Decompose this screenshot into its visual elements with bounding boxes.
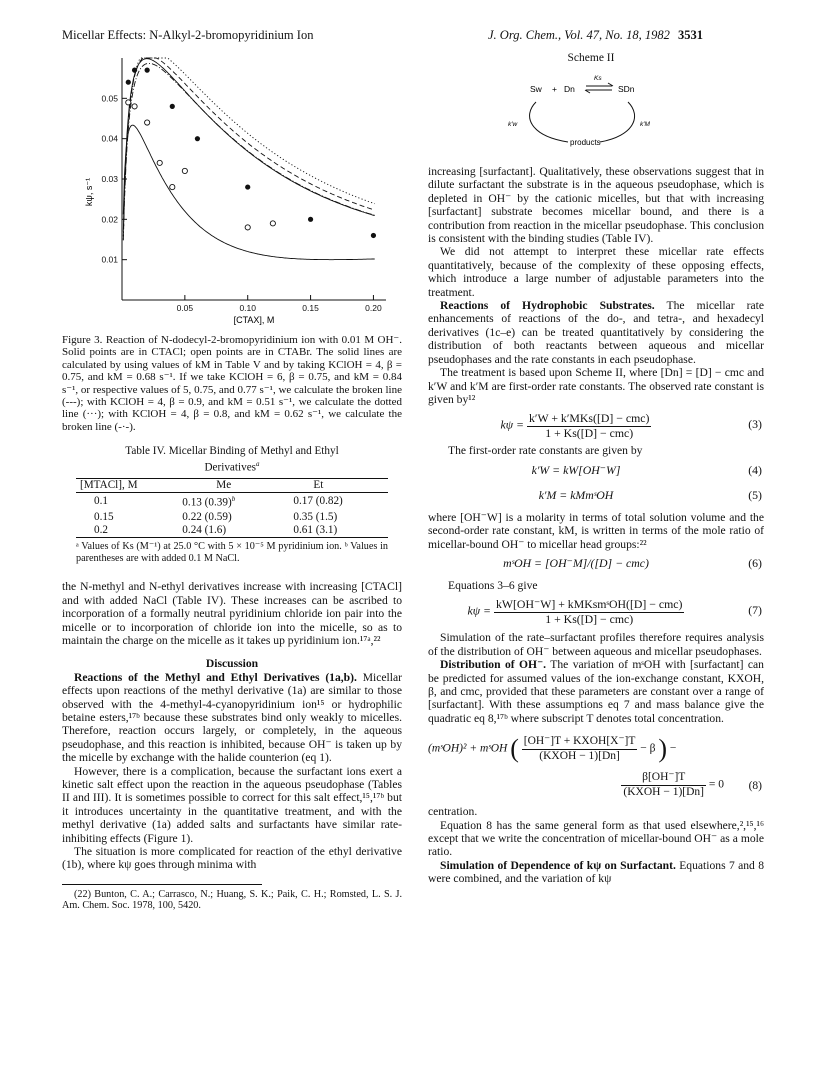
scheme-products: products bbox=[570, 138, 601, 147]
equation-5: k′M = kMmˢOH (5) bbox=[538, 487, 762, 502]
scheme-diagram bbox=[418, 68, 764, 160]
left-paragraph-4: The situation is more complicated for reaction of the ethyl derivative (1b), where kψ goes through minima with bbox=[62, 845, 402, 872]
journal-citation: J. Org. Chem., Vol. 47, No. 18, 1982 bbox=[488, 28, 670, 42]
equation-8: (mˢOH)² + mˢOH ( $\frac{\text{[OH⁻]T + KXOH[X⁻]T}}{\text{(KXOH − 1)[Dn]}}$ − β ) − $\frac{\beta[OH^-]T}{\text{(KXOH − 1)[Dn]}}$ = 0 (8) bbox=[428, 734, 762, 798]
subheading-hydrophobic: Reactions of Hydrophobic Substrates. bbox=[440, 299, 655, 313]
scheme-sdn: SDn bbox=[618, 84, 635, 94]
table-cell: 0.17 (0.82) bbox=[293, 495, 343, 508]
table-cell: 0.13 $(0.39)^b$ bbox=[182, 495, 236, 510]
subheading-simulation: Simulation of Dependence of kψ on Surfactant. bbox=[440, 858, 676, 872]
ctacl-dotted-curve bbox=[123, 58, 374, 240]
scheme-plus: + bbox=[552, 84, 557, 94]
right-paragraph-8: Simulation of the rate–surfactant profiles therefore requires analysis of the distribution of OH⁻ between aqueous and micellar pseudophases. bbox=[428, 631, 764, 658]
ctabr-point bbox=[145, 120, 150, 125]
page-number: 3531 bbox=[677, 28, 703, 42]
y-tick-label: 0.05 bbox=[101, 93, 118, 104]
equation-6: mˢOH = [OH⁻M]/([D] − cmc) (6) bbox=[503, 555, 762, 570]
table-cell: 0.22 (0.59) bbox=[182, 510, 232, 523]
section-heading-discussion: Discussion bbox=[205, 657, 259, 671]
scheme-dn: Dn bbox=[564, 84, 575, 94]
table-header-cell: Et bbox=[313, 478, 324, 491]
ctabr-point bbox=[132, 104, 137, 109]
subheading-distribution: Distribution of OH⁻. bbox=[440, 658, 547, 672]
ctacl-point bbox=[308, 217, 313, 222]
ctacl-point bbox=[195, 136, 200, 141]
right-paragraph-7: Equations 3–6 give bbox=[448, 578, 538, 592]
right-paragraph-1: increasing [surfactant]. Qualitatively, these observations suggest that in dilute surfactant the substrate is in the aqueous pseudophase, which is depleted in OH⁻ by the cationic micelles, but that with increasing [surfactant] substrate becomes micellar bound, and there is a contribution from reaction in the micellar pseudophase. This conclusion is consistent with the binding studies (Table IV). bbox=[428, 165, 764, 246]
y-tick-label: 0.02 bbox=[101, 214, 118, 225]
right-paragraph-4: The treatment is based upon Scheme II, where [Dn] = [D] − cmc and k′W and k′M are first-order rate constants. The observed rate constant is given by¹² bbox=[428, 366, 764, 406]
ctacl-point bbox=[245, 184, 250, 189]
x-tick-label: 0.20 bbox=[365, 303, 382, 313]
x-tick-label: 0.05 bbox=[176, 303, 194, 313]
table-iv-title: Table IV. Micellar Binding of Methyl and Ethyl Derivatives$^a$ bbox=[125, 445, 339, 474]
table-cell: 0.24 (1.6) bbox=[182, 523, 227, 536]
table-cell: 0.1 bbox=[94, 495, 108, 508]
equation-3: kψ = $\frac{\text{k′W + k′MKs([D] − cmc)}}{\text{1 + Ks([D] − cmc)}}$ (3) bbox=[500, 411, 762, 440]
table-cell: 0.35 (1.5) bbox=[293, 510, 338, 523]
equation-4: k′W = kW[OH⁻W] (4) bbox=[531, 462, 762, 477]
running-header-left: Micellar Effects: N-Alkyl-2-bromopyridinium Ion bbox=[62, 28, 314, 42]
left-paragraph-3: However, there is a complication, because the surfactant ions exert a kinetic salt effect upon the reaction in the aqueous pseudophase (Tables II and III). It is sometimes possible to correct for this salt effect,¹⁵,¹⁷ᵇ but it introduces uncertainty in the quantitative treatment, and with the methyl derivative (1a) added salts and surfactants have similar rate-inhibiting effects (Figure 1). bbox=[62, 764, 402, 845]
right-paragraph-10: Equation 8 has the same general form as that used elsewhere,²,¹⁵,¹⁶ except that we write the concentration of micellar-bound OH⁻ as a mole ratio. bbox=[428, 818, 764, 859]
ctacl-broken-curve bbox=[123, 58, 374, 236]
ctabr-point bbox=[126, 100, 131, 105]
left-paragraph-1: the N-methyl and N-ethyl derivatives increase with increasing [CTACl] and with added NaCl (Table IV). These increases can be ascribed to incorporation of a formally neutral pyridinium chloride ion pair into the micelle or to incorporation of chloride ion into the micelle, so as to maintain the charge on the micelle as it takes up pyridinium ion.¹⁷ᵃ,²² bbox=[62, 580, 402, 647]
table-row bbox=[76, 524, 388, 538]
table-row bbox=[76, 493, 388, 511]
running-header-right bbox=[488, 28, 703, 43]
figure-3-chart bbox=[62, 52, 422, 328]
ctabr-solid-curve bbox=[123, 125, 374, 260]
scheme-kw: k′w bbox=[508, 121, 518, 128]
ctacl-point bbox=[126, 80, 131, 85]
table-iv-footnote: ᵃ Values of Ks (M⁻¹) at 25.0 °C with 5 × 10⁻⁵ M pyridinium ion. ᵇ Values in parentheses are with added 0.1 M NaCl. bbox=[76, 541, 388, 564]
scheme-title: Scheme II bbox=[567, 52, 615, 64]
right-paragraph-5: The first-order rate constants are given by bbox=[448, 444, 643, 458]
table-row bbox=[76, 511, 388, 524]
y-tick-label: 0.04 bbox=[101, 133, 118, 144]
ctabr-point bbox=[182, 168, 187, 173]
table-cell: 0.2 bbox=[94, 523, 108, 536]
left-paragraph-2: Reactions of the Methyl and Ethyl Derivatives (1a,b). Micellar effects upon reactions of the methyl derivative (1a) are similar to those observed with the 4-methyl-4-cyanopyridinium ion¹⁵ or hydrophilic betaine esters,¹⁷ᵇ because these substrates bind only weakly to micelles. Therefore, reaction occurs largely, or completely, in the aqueous pseudophase, and this reaction is inhibited, because OH⁻ is taken up by the micelle by exchange with the halide counterion (eq 1). bbox=[62, 670, 402, 765]
ctabr-point bbox=[245, 225, 250, 230]
equation-7: kψ = $\frac{\text{kW[OH⁻W] + kMKsmˢOH([D] − cmc)}}{\text{1 + Ks([D] − cmc)}}$ (7) bbox=[467, 597, 762, 626]
x-tick-label: 0.15 bbox=[302, 303, 319, 313]
scheme-sw: Sw bbox=[530, 84, 542, 94]
scheme-ii bbox=[418, 52, 764, 162]
ctabr-point bbox=[270, 221, 275, 226]
table-header-cell: [MTACl], M bbox=[80, 478, 138, 491]
ctabr-point bbox=[170, 184, 175, 189]
km-arrow bbox=[600, 102, 635, 142]
table-row-footnote-mark: b bbox=[231, 495, 236, 504]
x-tick-label: 0.10 bbox=[239, 303, 256, 313]
right-paragraph-11: Simulation of Dependence of kψ on Surfactant. Equations 7 and 8 were combined, and the variation of kψ bbox=[428, 858, 764, 886]
footnote-rule bbox=[62, 884, 262, 885]
table-cell: 0.61 (3.1) bbox=[293, 523, 338, 536]
table-iv-title-footnote-mark: a bbox=[256, 459, 260, 468]
table-header-cell: Me bbox=[216, 478, 232, 491]
x-axis-label: [CTAX], M bbox=[233, 315, 275, 325]
right-paragraph-2: We did not attempt to interpret these micellar rate effects quantitatively, because of the complexity of these opposing effects, which introduce a large number of adjustable parameters into the treatment. bbox=[428, 245, 764, 299]
ctabr-point bbox=[157, 160, 162, 165]
right-paragraph-9: Distribution of OH⁻. The variation of mˢOH with [surfactant] can be predicted for assumed values of the ion-exchange constant, KXOH, β, and cmc, provided that these parameters are constant over a range of [surfactant]. With these assumptions eq 7 and mass balance give the quadratic eq 8,¹⁷ᵇ where subscript T denotes total concentration. bbox=[428, 658, 764, 725]
right-paragraph-6: where [OH⁻W] is a molarity in terms of total solution volume and the second-order rate constant, kM, is written in terms of the mole ratio of micellar-bound OH⁻ to micellar head groups:²² bbox=[428, 510, 764, 551]
y-tick-label: 0.01 bbox=[101, 254, 118, 265]
scheme-ks: Ks bbox=[594, 75, 602, 82]
right-paragraph-9b: centration. bbox=[428, 805, 478, 819]
y-axis-label: kψ, s⁻¹ bbox=[84, 177, 94, 207]
scheme-km: k′M bbox=[640, 121, 650, 128]
figure-3-caption: Figure 3. Reaction of N-dodecyl-2-bromopyridinium ion with 0.01 M OH⁻. Solid points are in CTACl; open points are in CTABr. The solid lines are calculated by using values of kM in Table V and by taking KClOH = 4, β = 0.75, and kM = 0.68 s⁻¹. If we take KClOH = 6, β = 0.75, and kM = 0.84 s⁻¹, or respective values of 5, 0.75, and 0.77 s⁻¹, we calculate the broken line (---); with KClOH = 4, β = 0.9, and kM = 0.51 s⁻¹, we calculate the dotted line (···); with KClOH = 4, β = 0.8, and kM = 0.62 s⁻¹, we calculate the broken line (-·-). bbox=[62, 334, 402, 433]
subheading-methyl-ethyl: Reactions of the Methyl and Ethyl Derivatives (1a,b). bbox=[74, 670, 357, 684]
ctacl-point bbox=[371, 233, 376, 238]
ctacl-point bbox=[145, 68, 150, 73]
ctacl-point bbox=[170, 104, 175, 109]
table-iv-grid bbox=[76, 478, 388, 538]
y-tick-label: 0.03 bbox=[101, 174, 118, 184]
kw-arrow bbox=[530, 102, 568, 142]
footnote-22: (22) Bunton, C. A.; Carrasco, N.; Huang, S. K.; Paik, C. H.; Romsted, L. S. J. Am. Chem. Soc. 1978, 100, 5420. bbox=[62, 888, 402, 912]
right-paragraph-3: Reactions of Hydrophobic Substrates. The micellar rate enhancements of reactions of the do-, and tetra-, and hexadecyl derivatives (1c–e) can be treated quantitatively by considering the distribution of both reactants between aqueous and micellar pseudophases and the rate constants in each pseudophase. bbox=[428, 299, 764, 366]
table-iv bbox=[76, 445, 388, 564]
table-cell: 0.15 bbox=[94, 510, 114, 523]
ctacl-point bbox=[132, 68, 137, 73]
ctacl-solid-curve bbox=[123, 59, 374, 232]
